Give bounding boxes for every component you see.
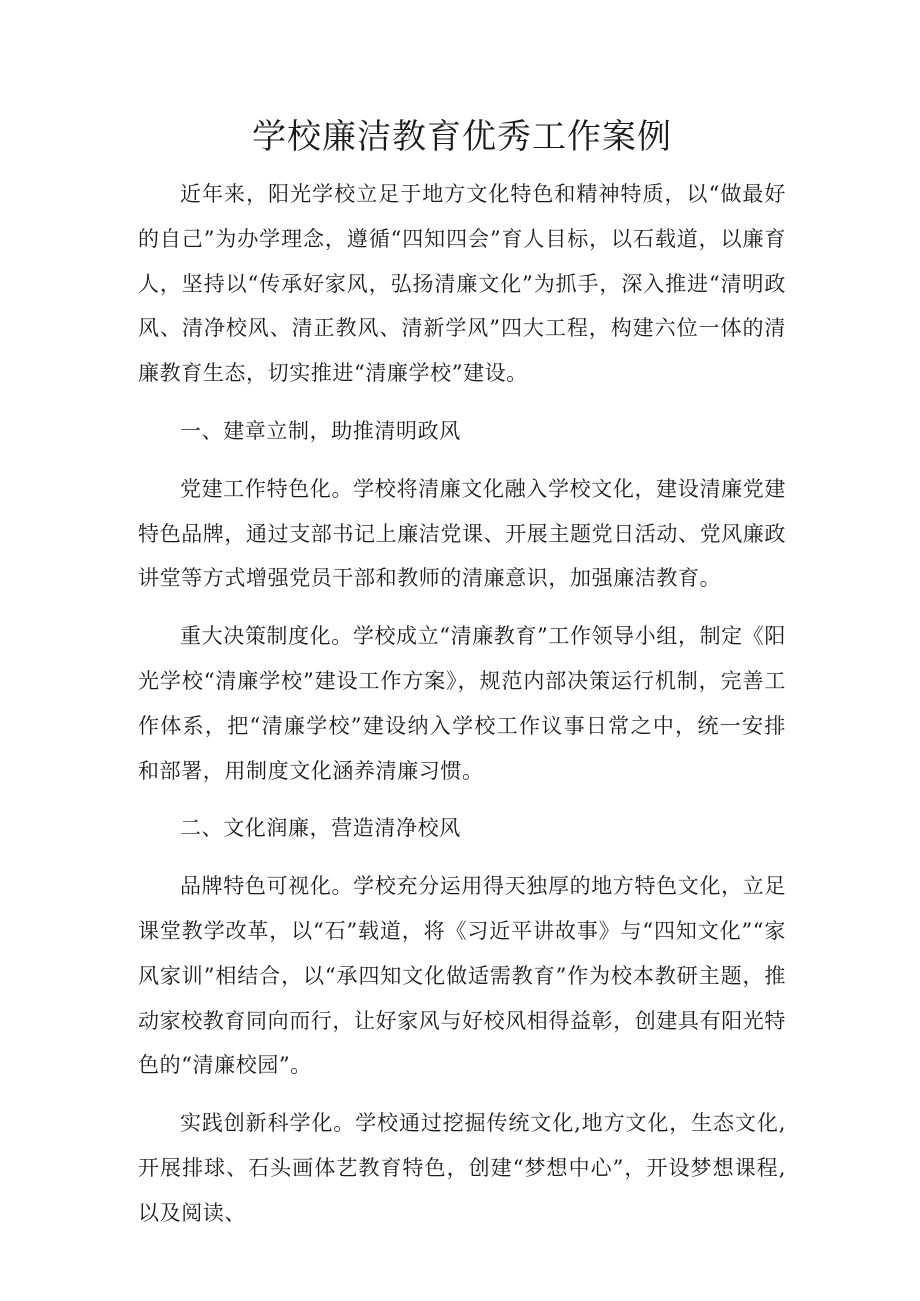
section-heading-2: 二、文化润廉，营造清净校风 [180, 816, 461, 841]
intro-paragraph: 近年来，阳光学校立足于地方文化特色和精神特质，以“做最好的自己”为办学理念，遵循“四知四会”育人目标，以石载道，以廉育人，坚持以“传承好家风，弘扬清廉文化”为抓手，深入推进“清明政风、清净校风、清正教风、清新学风”四大工程，构建六位一体的清廉教育生态，切实推进“清廉学校”建设。 [138, 182, 786, 386]
document-title: 学校廉洁教育优秀工作案例 [252, 117, 672, 157]
paragraph-party-building: 党建工作特色化。学校将清廉文化融入学校文化，建设清廉党建特色品牌，通过支部书记上廉洁党课、开展主题党日活动、党风廉政讲堂等方式增强党员干部和教师的清廉意识，加强廉洁教育。 [138, 476, 786, 591]
paragraph-practice-innovation: 实践创新科学化。学校通过挖掘传统文化,地方文化，生态文化,开展排球、石头画体艺教育特色，创建“梦想中心”，开设梦想课程,以及阅读、 [138, 1111, 786, 1225]
paragraph-brand-visualization: 品牌特色可视化。学校充分运用得天独厚的地方特色文化，立足课堂教学改革，以“石”载道，将《习近平讲故事》与“四知文化”“家风家训”相结合，以“承四知文化做适需教育”作为校本教研主题，推动家校教育同向而行，让好家风与好校风相得益彰，创建具有阳光特色的“清廉校园”。 [138, 874, 786, 1078]
section-heading-1: 一、建章立制，助推清明政风 [180, 418, 461, 443]
document-body [138, 172, 786, 1236]
paragraph-decision-making: 重大决策制度化。学校成立“清廉教育”工作领导小组，制定《阳光学校“清廉学校”建设工作方案》，规范内部决策运行机制，完善工作体系，把“清廉学校”建设纳入学校工作议事日常之中，统一安排和部署，用制度文化涵养清廉习惯。 [138, 624, 786, 783]
